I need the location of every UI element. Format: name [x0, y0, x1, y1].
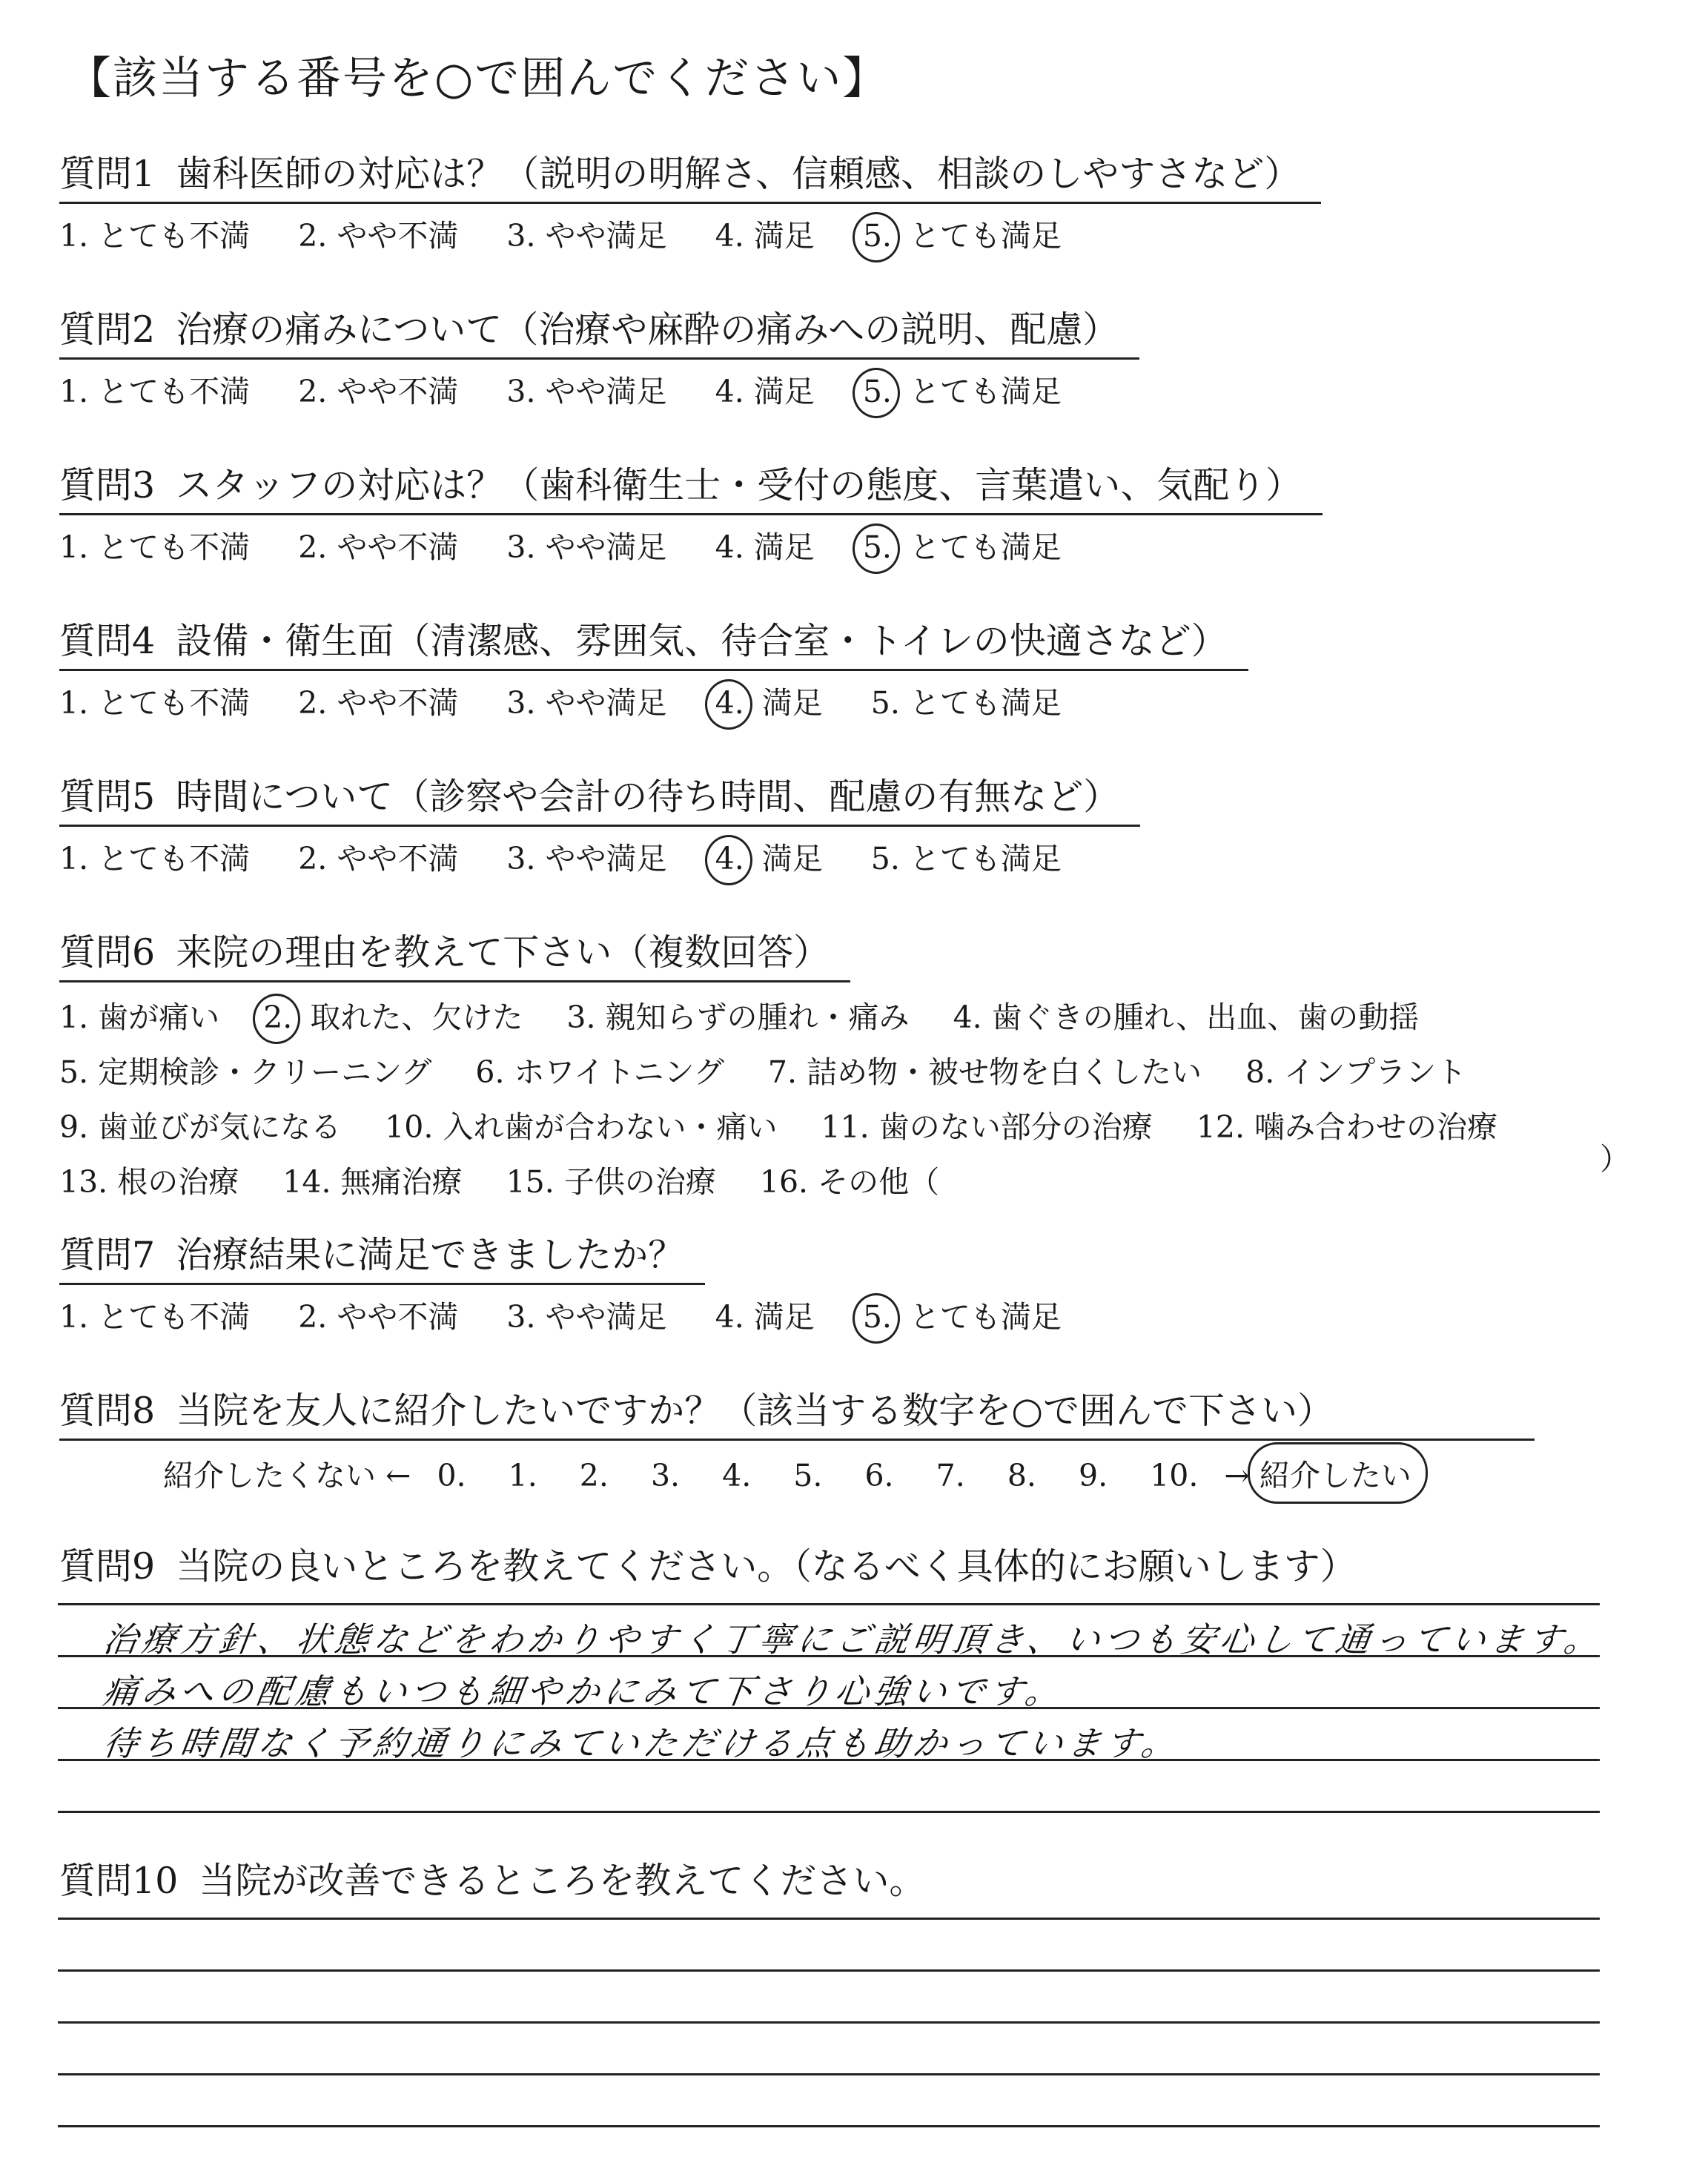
- question-number: 質問9: [59, 1545, 156, 1588]
- option-1[interactable]: 1. とても不満: [59, 1299, 251, 1335]
- question-number: 質問8: [59, 1390, 156, 1432]
- reason-row: [59, 1155, 1532, 1209]
- answer-line: [58, 1969, 1600, 1972]
- recommend-right-label[interactable]: 紹介したい: [1260, 1451, 1411, 1495]
- question-4: [59, 612, 1248, 722]
- option-label: とても満足: [909, 218, 1062, 254]
- question-text: 設備・衛生面（清潔感、雰囲気、待合室・トイレの快適さなど）: [176, 620, 1228, 662]
- option-3[interactable]: 3. やや満足: [506, 1299, 667, 1335]
- question-number: 質問5: [59, 776, 156, 818]
- question-9: [59, 1538, 1377, 1594]
- reason-option-1[interactable]: 1. 歯が痛い: [59, 1000, 220, 1035]
- option-2[interactable]: 2. やや不満: [298, 1299, 459, 1335]
- option-4[interactable]: [715, 834, 823, 878]
- reason-option-7[interactable]: 7. 詰め物・被せ物を白くしたい: [767, 1054, 1202, 1090]
- arrow-right: →: [1224, 1458, 1250, 1493]
- question-text: 来院の理由を教えて下さい（複数回答）: [176, 931, 830, 974]
- option-5[interactable]: 5. とても満足: [870, 841, 1062, 876]
- score-6[interactable]: 6.: [864, 1458, 894, 1493]
- question-text: 当院を友人に紹介したいですか？（該当する数字を○で囲んで下さい）: [176, 1390, 1334, 1432]
- question-text: 時間について（診察や会計の待ち時間、配慮の有無など）: [176, 776, 1120, 818]
- option-1[interactable]: 1. とても不満: [59, 529, 251, 565]
- reason-row: [59, 990, 1532, 1045]
- option-number: 5.: [862, 1299, 892, 1335]
- option-number: 5.: [862, 374, 892, 409]
- other-close-paren: ）: [1600, 1141, 1630, 1177]
- question-2: [59, 301, 1139, 411]
- answer-line: [58, 2021, 1600, 2024]
- rating-options: [59, 211, 1321, 255]
- reason-option-9[interactable]: 9. 歯並びが気になる: [59, 1109, 342, 1145]
- question-6: [59, 924, 1532, 1209]
- option-3[interactable]: 3. やや満足: [506, 685, 667, 721]
- reason-option-2[interactable]: [263, 990, 523, 1045]
- question-10: [59, 1852, 946, 1909]
- option-2[interactable]: 2. やや不満: [298, 841, 459, 876]
- option-label: とても満足: [909, 1299, 1062, 1335]
- question-text: スタッフの対応は？（歯科衛生士・受付の態度、言葉遣い、気配り）: [176, 464, 1302, 506]
- answer-line: [58, 2073, 1600, 2075]
- reason-row: [59, 1045, 1532, 1100]
- handwritten-answer-line-2: 痛みへの配慮もいつも細やかにみて下さり心強いです。: [100, 1671, 1067, 1711]
- option-label: 取れた、欠けた: [310, 1000, 523, 1035]
- rating-options: [59, 523, 1323, 567]
- option-4[interactable]: [715, 678, 823, 722]
- question-text: 治療結果に満足できましたか？: [176, 1234, 685, 1276]
- answer-line: [58, 2125, 1600, 2127]
- option-5[interactable]: [863, 211, 1062, 255]
- score-10[interactable]: 10.: [1150, 1458, 1199, 1493]
- score-8[interactable]: 8.: [1007, 1458, 1036, 1493]
- answer-line: [58, 1603, 1600, 1605]
- reason-option-13[interactable]: 13. 根の治療: [59, 1164, 239, 1200]
- option-3[interactable]: 3. やや満足: [506, 218, 667, 254]
- handwritten-answer-line-1: 治療方針、状態などをわかりやすく丁寧にご説明頂き、いつも安心して通っています。: [100, 1619, 1606, 1659]
- option-1[interactable]: 1. とても不満: [59, 685, 251, 721]
- reason-option-6[interactable]: 6. ホワイトニング: [475, 1054, 724, 1090]
- question-number: 質問1: [59, 153, 156, 195]
- question-7: [59, 1226, 1100, 1336]
- handwritten-answer-line-3: 待ち時間なく予約通りにみていただける点も助かっています。: [100, 1723, 1183, 1763]
- question-number: 質問2: [59, 308, 156, 351]
- option-5[interactable]: [863, 523, 1062, 567]
- option-4[interactable]: 4. 満足: [715, 218, 815, 254]
- option-5[interactable]: 5. とても満足: [870, 685, 1062, 721]
- option-number: 5.: [862, 529, 892, 565]
- score-2[interactable]: 2.: [579, 1458, 609, 1493]
- option-4[interactable]: 4. 満足: [715, 1299, 815, 1335]
- option-number: 5.: [862, 218, 892, 254]
- question-text: 治療の痛みについて（治療や麻酔の痛みへの説明、配慮）: [176, 308, 1119, 351]
- option-2[interactable]: 2. やや不満: [298, 218, 459, 254]
- score-1[interactable]: 1.: [508, 1458, 537, 1493]
- reason-options: [59, 990, 1532, 1209]
- option-label: 満足: [761, 685, 823, 721]
- question-8: [59, 1382, 1535, 1495]
- question-text: 当院の良いところを教えてください。（なるべく具体的にお願いします）: [176, 1545, 1357, 1588]
- option-3[interactable]: 3. やや満足: [506, 841, 667, 876]
- reason-option-4[interactable]: 4. 歯ぐきの腫れ、出血、歯の動揺: [953, 1000, 1420, 1035]
- question-number: 質問10: [59, 1860, 179, 1902]
- rating-options: [59, 1292, 1100, 1336]
- reason-option-3[interactable]: 3. 親知らずの腫れ・痛み: [566, 1000, 910, 1035]
- option-3[interactable]: 3. やや満足: [506, 529, 667, 565]
- option-2[interactable]: 2. やや不満: [298, 374, 459, 409]
- answer-line: [58, 1811, 1600, 1813]
- option-number: 4.: [715, 685, 744, 721]
- option-5[interactable]: [863, 367, 1062, 411]
- option-5[interactable]: [863, 1292, 1062, 1336]
- question-text: 当院が改善できるところを教えてください。: [199, 1860, 926, 1902]
- question-number: 質問3: [59, 464, 156, 506]
- score-7[interactable]: 7.: [936, 1458, 965, 1493]
- option-1[interactable]: 1. とても不満: [59, 218, 251, 254]
- option-1[interactable]: 1. とても不満: [59, 374, 251, 409]
- question-1: [59, 145, 1321, 255]
- question-number: 質問4: [59, 620, 156, 662]
- reason-row: [59, 1100, 1532, 1155]
- option-2[interactable]: 2. やや不満: [298, 685, 459, 721]
- option-1[interactable]: 1. とても不満: [59, 841, 251, 876]
- option-label: とても満足: [909, 529, 1062, 565]
- answer-line: [58, 1918, 1600, 1920]
- reason-option-8[interactable]: 8. インプラント: [1245, 1054, 1467, 1090]
- question-text: 歯科医師の対応は？（説明の明解さ、信頼感、相談のしやすさなど）: [176, 153, 1301, 195]
- reason-option-16[interactable]: 16. その他（: [759, 1164, 940, 1200]
- reason-option-10[interactable]: 10. 入れ歯が合わない・痛い: [385, 1109, 778, 1145]
- option-number: 2.: [263, 1000, 293, 1035]
- reason-option-5[interactable]: 5. 定期検診・クリーニング: [59, 1054, 432, 1090]
- option-label: 満足: [761, 841, 823, 876]
- reason-option-12[interactable]: 12. 噛み合わせの治療: [1196, 1109, 1498, 1145]
- recommend-scale: [163, 1451, 1535, 1495]
- question-number: 質問7: [59, 1234, 156, 1276]
- reason-option-11[interactable]: 11. 歯のない部分の治療: [821, 1109, 1153, 1145]
- reason-option-15[interactable]: 15. 子供の治療: [506, 1164, 716, 1200]
- option-4[interactable]: 4. 満足: [715, 374, 815, 409]
- rating-options: [59, 834, 1140, 878]
- option-2[interactable]: 2. やや不満: [298, 529, 459, 565]
- question-3: [59, 457, 1323, 567]
- score-0[interactable]: 0.: [437, 1458, 466, 1493]
- rating-options: [59, 678, 1248, 722]
- option-4[interactable]: 4. 満足: [715, 529, 815, 565]
- option-label: とても満足: [909, 374, 1062, 409]
- option-number: 4.: [715, 841, 744, 876]
- score-5[interactable]: 5.: [793, 1458, 823, 1493]
- score-4[interactable]: 4.: [722, 1458, 752, 1493]
- option-3[interactable]: 3. やや満足: [506, 374, 667, 409]
- rating-options: [59, 367, 1139, 411]
- question-number: 質問6: [59, 931, 156, 974]
- page-title: 【該当する番号を○で囲んでください】: [67, 53, 889, 105]
- score-3[interactable]: 3.: [650, 1458, 681, 1493]
- recommend-left-label: 紹介したくない ←: [163, 1458, 411, 1493]
- question-5: [59, 768, 1140, 878]
- score-9[interactable]: 9.: [1078, 1458, 1108, 1493]
- reason-option-14[interactable]: 14. 無痛治療: [282, 1164, 463, 1200]
